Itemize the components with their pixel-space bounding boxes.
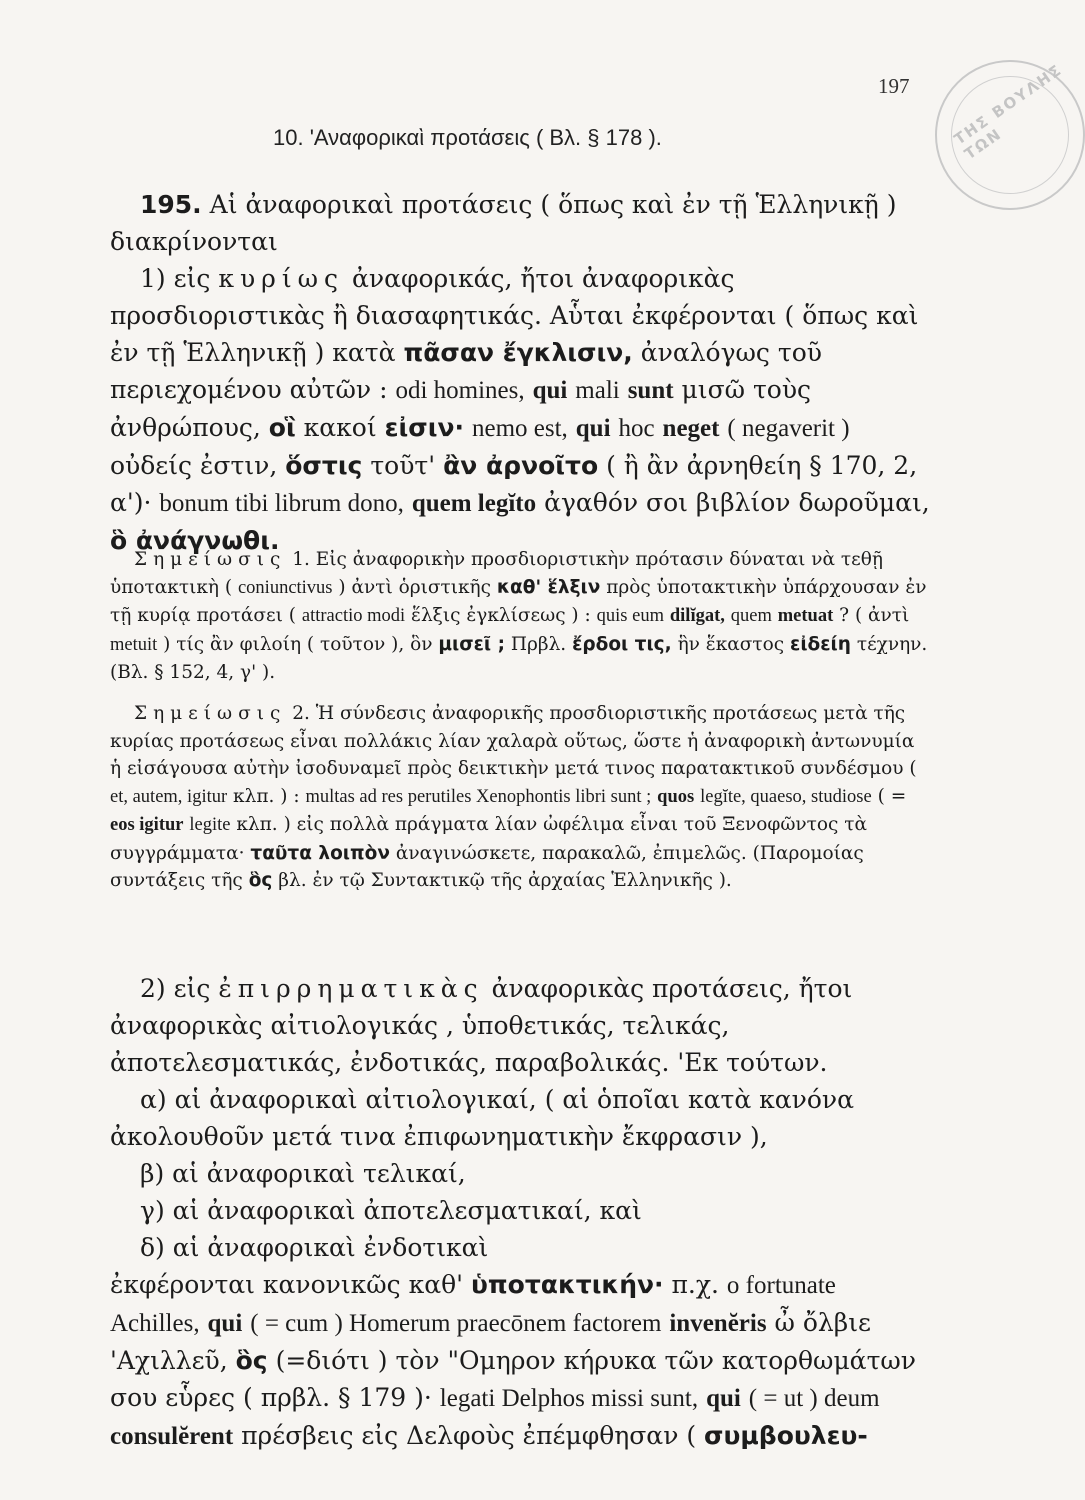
item1-text: ἀναλόγως τοῦ περιεχομένου αὐτῶν : (110, 338, 822, 404)
item-2a: α) αἱ ἀναφορικαὶ αἰτιολογικαί, ( αἱ ὁποῖαι κατὰ κανόνα ἀκολουθοῦν μετά τινα ἐπιφωνηματικὴν ἔκφρασιν ), (110, 1085, 855, 1151)
item2-spaced: ἐπιρρηματικὰς (218, 974, 484, 1003)
item2-latin: o fortunate Achilles, (110, 1272, 836, 1337)
note-text: κλπ. ) εἰς πολλὰ πράγματα λίαν ὠφέλιμα εἶναι τοῦ Ξενοφῶντος τὰ συγγράμματα· (110, 814, 867, 864)
note-1 (110, 546, 930, 687)
note-text: ἣν ἕκαστος (677, 633, 785, 655)
note-text: ( = (877, 785, 907, 807)
note-latin-bold: dilĭgat, (669, 606, 725, 626)
item1-bold: ὅστις (285, 451, 363, 480)
item-2 (110, 970, 930, 1455)
item1-latin: ( negaverit ) (727, 415, 850, 442)
item1-text: τοῦτ' (370, 451, 436, 480)
section-number: 195. (140, 190, 202, 219)
note-text: Εἰς ἀναφορικὴν προσδιοριστικὴν πρότασιν δύναται νὰ τεθῇ ὑποτακτικὴ ( (110, 549, 883, 598)
item2-latin-bold: invenĕris (669, 1310, 767, 1337)
note-text: πρὸς ὑποτακτικὴν ὑπάρχουσαν ἐν τῇ κυρίᾳ προτάσει ( (110, 576, 927, 626)
item2-text: ἐκφέρονται κανονικῶς καθ' (110, 1270, 464, 1299)
item-2c: γ) αἱ ἀναφορικαὶ ἀποτελεσματικαί, καὶ (140, 1196, 642, 1225)
item1-bold: ὃ ἀνάγνωθι. (110, 526, 280, 555)
note-text: Πρβλ. (510, 633, 567, 655)
item1-bold: οἳ (268, 413, 296, 442)
item-1-paragraph (110, 260, 930, 559)
note-bold: μισεῖ ; (438, 633, 505, 655)
item2-text: π.χ. (671, 1270, 719, 1299)
stamp-text: ΤΗΣ ΒΟΥΛΗΣ ΤΩΝ (950, 60, 1066, 164)
note-latin: quem (730, 606, 772, 626)
item-2b: β) αἱ ἀναφορικαὶ τελικαί, (140, 1159, 466, 1188)
item1-latin-bold: sunt (627, 377, 674, 404)
note-latin: quis eum (596, 606, 664, 626)
item2-latin-bold: qui (706, 1385, 741, 1412)
note-2-paragraph (110, 700, 930, 895)
note-latin: attractio modi (301, 606, 406, 626)
note-latin-bold: eos igitur (110, 815, 184, 835)
item1-text: κακοί (303, 413, 377, 442)
note-2 (110, 700, 930, 895)
item1-text: ἀναφορικάς, ἤτοι ἀναφορικὰς προσδιοριστικὰς ἢ διασαφητικάς. Αὗται ἐκφέρονται ( ὅπως καὶ ἐν τῇ Ἑλληνικῇ ) κατὰ (110, 264, 919, 367)
item2-text: πρέσβεις εἰς Δελφοὺς ἐπέμφθησαν ( (241, 1421, 697, 1450)
note-text: Ἡ σύνδεσις ἀναφορικῆς προσδιοριστικῆς προτάσεως μετὰ τῆς κυρίας προτάσεως εἶναι πολλάκις λίαν χαλαρὰ οὕτως, ὥστε ἡ ἀναφορικὴ ἀντωνυμία ἡ εἰσάγουσα αὐτὴν ἰσοδυναμεῖ πρὸς δεικτικὴν μετά τινος παρατακτικοῦ συνδέσμου ( (110, 703, 917, 779)
item1-spaced: κυρίως (218, 264, 345, 293)
item2-latin: ( = ut ) deum (748, 1385, 880, 1412)
item2-bold: συμβουλευ- (704, 1421, 868, 1450)
item2-latin-bold: qui (207, 1310, 243, 1337)
note-1-paragraph (110, 546, 930, 687)
note-latin: multas ad res perutiles Xenophontis libri sunt ; (305, 786, 652, 807)
item2-lead: 2) εἰς (140, 974, 211, 1003)
item2-latin: legati Delphos missi sunt, (439, 1385, 699, 1412)
note-latin: legĭte, quaeso, studiose (700, 786, 872, 807)
note-bold: ταῦτα λοιπὸν (250, 842, 390, 864)
note-bold: ὃς (248, 870, 273, 891)
item1-latin: bonum tibi librum dono, (159, 490, 404, 517)
item2-bold: ὃς (235, 1346, 268, 1375)
note-text: ? ( ἀντὶ (839, 605, 910, 626)
item-2-paragraph (110, 970, 930, 1081)
item1-latin-bold: neget (662, 415, 720, 442)
section-195 (110, 186, 930, 559)
item2-latin-bold: consulĕrent (110, 1423, 234, 1450)
note-number: 1. (292, 549, 310, 570)
item2-text: (=διότι ) τὸν "Ομηρον κήρυκα τῶν κατορθωμάτων σου εὗρες ( πρβλ. § 179 )· (110, 1346, 916, 1412)
note-text: ἕλξις ἐγκλίσεως ) : (411, 605, 591, 626)
item2-text: ἀναφορικὰς προτάσεις, ἤτοι ἀναφορικὰς αἰτιολογικάς , ὑποθετικάς, τελικάς, ἀποτελεσματικάς, ἐνδοτικάς, παραβολικάς. 'Εκ τούτων. (110, 974, 853, 1077)
item1-text: μισῶ τοὺς ἀνθρώπους, (110, 375, 812, 442)
note-text: βλ. ἐν τῷ Συντακτικῷ τῆς ἀρχαίας Ἑλληνικῆς ). (278, 870, 732, 891)
note-number: 2. (292, 703, 310, 724)
item1-bold: ἂν ἀρνοῖτο (443, 451, 599, 480)
note-latin: coniunctivus (237, 577, 333, 598)
item1-latin: nemo est, (471, 415, 568, 442)
note-latin: et, autem, igitur (110, 786, 228, 807)
note-latin-bold: quos (657, 786, 695, 807)
note-label: Σημείωσις (134, 703, 287, 724)
library-stamp (935, 60, 1085, 210)
item-2-examples (110, 1266, 930, 1455)
intro-text: Αἱ ἀναφορικαὶ προτάσεις ( ὅπως καὶ ἐν τῇ Ἑλληνικῇ ) διακρίνονται (110, 190, 897, 256)
note-latin: metuit (110, 634, 158, 655)
item1-bold: πᾶσαν ἔγκλισιν, (403, 338, 633, 367)
note-text: ) τίς ἂν φιλοίη ( τοῦτον ), ὃν (163, 633, 433, 655)
note-text: κλπ. ) : (233, 785, 300, 807)
item1-text: ( ἢ ἂν ἀρνηθείη § 170, 2, α')· (110, 451, 918, 517)
note-latin: legite (189, 815, 231, 835)
note-latin-bold: metuat (777, 606, 834, 626)
item2-text: ὦ ὄλβιε 'Αχιλλεῦ, (110, 1308, 871, 1375)
item-2d: δ) αἱ ἀναφορικαὶ ἐνδοτικαὶ (140, 1233, 489, 1262)
page-number: 197 (878, 74, 910, 98)
item2-bold: ὑποτακτικήν· (471, 1270, 664, 1299)
section-heading: 10. 'Αναφορικαὶ προτάσεις ( Βλ. § 178 ). (273, 125, 662, 150)
item1-latin-bold: quem legĭto (411, 490, 537, 517)
item1-latin: hoc (618, 415, 655, 442)
note-text: ἀναγινώσκετε, παρακαλῶ, ἐπιμελῶς. (Παρομοίας συντάξεις τῆς (110, 842, 864, 891)
item2-latin: ( = cum ) Homerum praecōnem factorem (250, 1310, 662, 1337)
note-label: Σημείωσις (134, 549, 287, 570)
item1-text: οὐδείς ἐστιν, (110, 451, 278, 480)
section-intro (110, 186, 930, 260)
item1-latin: odi homines, (395, 377, 525, 404)
item1-latin: mali (575, 377, 620, 404)
note-bold: ἔρδοι τις, (572, 633, 672, 655)
item1-lead: 1) εἰς (140, 264, 211, 293)
note-bold: εἰδείη (790, 633, 851, 655)
note-text: τέχνην. (Βλ. § 152, 4, γ' ). (110, 633, 928, 683)
item1-text: ἀγαθόν σοι βιβλίον δωροῦμαι, (544, 488, 930, 517)
item1-bold: εἰσιν· (384, 413, 465, 442)
item1-latin-bold: qui (532, 377, 568, 404)
note-bold: καθ' ἕλξιν (496, 576, 601, 598)
note-text: ) ἀντὶ ὁριστικῆς (338, 576, 492, 598)
item1-latin-bold: qui (575, 415, 611, 442)
